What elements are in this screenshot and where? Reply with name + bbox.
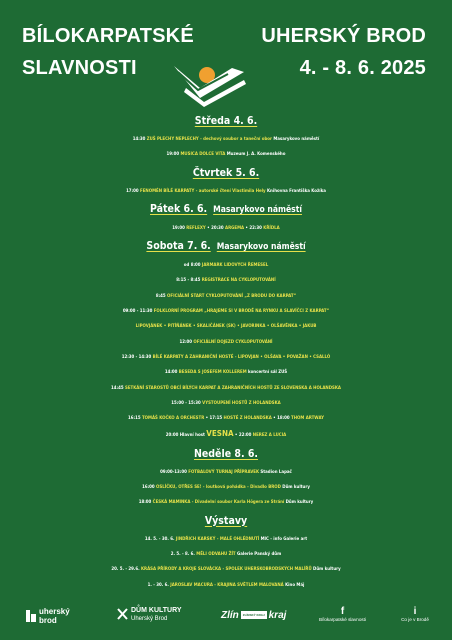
day-heading <box>0 447 452 462</box>
event-title: JARMARK LIDOVÝCH ŘEMESEL <box>201 263 269 269</box>
event-row <box>0 384 452 393</box>
event-title: JAROSLAV MACURA - KRAJINA SVĚTLEM MALOVANÁ <box>170 582 284 588</box>
dum-kultury-logo <box>117 607 182 623</box>
footer-logos <box>0 603 452 633</box>
event-title: OSLÍČKU, OTŘES SE! <box>156 485 202 491</box>
event-time: od 8:00 <box>183 263 202 269</box>
zlinsky-kraj-logo-box: ZLÍNSKÝ KRAJ <box>242 613 265 618</box>
event-title: MĚLI ODVAHU ŽÍT <box>196 551 236 557</box>
event-venue: Dům kultury <box>311 567 341 573</box>
day-heading <box>0 166 452 181</box>
event-venue: • 20:30 <box>205 225 226 231</box>
event-title: VESNA <box>206 429 234 439</box>
event-venue: Masarykovo náměstí <box>273 137 320 142</box>
event-title: REGISTRACE NA CYKLOPUTOVÁNÍ <box>201 278 276 284</box>
event-time: 09:00 - 11:30 <box>122 309 154 315</box>
event-time: 19:00 <box>172 225 187 231</box>
event-row <box>0 338 452 347</box>
event-row <box>0 322 452 331</box>
day-venue: Masarykovo náměstí <box>216 242 306 253</box>
event-time: 2. 5. - 8. 6. <box>170 551 197 557</box>
event-time: 16:15 <box>128 416 142 422</box>
day-heading <box>0 202 452 218</box>
event-row <box>0 399 452 408</box>
event-title: FOTBALOVÝ TURNAJ PŘÍPRAVEK <box>188 469 260 475</box>
event-venue: Kino Máj <box>283 582 305 588</box>
event-row <box>0 292 452 301</box>
event-time: 17:00 <box>126 188 141 194</box>
event-title: OFICIÁLNÍ DOJEZD CYKLOPUTOVÁNÍ <box>193 339 273 345</box>
event-row <box>0 498 452 507</box>
event-row <box>0 150 452 159</box>
day-heading <box>0 514 452 529</box>
event-time: 8:45 <box>155 293 168 299</box>
event-row <box>0 276 452 285</box>
event-venue: MIC - info Galerie art <box>259 536 308 542</box>
day-name: Středa 4. 6. <box>194 115 258 127</box>
event-title: JINDŘICH KARSKÝ - MALÉ OHLÉDNUTÍ <box>175 536 260 542</box>
event-title: FENOMÉN BÍLÉ KARPATY <box>140 188 195 194</box>
event-row <box>0 368 452 377</box>
festival-dates: 4. - 8. 6. 2025 <box>299 57 426 79</box>
event-title: - autorské čtení Vlastimila Hely <box>194 188 267 194</box>
event-title: KŘÍDLA <box>263 225 280 231</box>
info-label: Co je v Brodě <box>401 617 429 622</box>
event-title: LIPOVJÁNEK • PITÍŇÁNEK • SKALIČÁNEK (SK) • JAVORINKA • OLŠAVĚNKA • JAKUB <box>135 324 317 330</box>
event-title: ARGEMA <box>225 225 245 231</box>
event-time: 20:00 Hlavní host <box>165 433 207 439</box>
event-title: HOSTÉ Z HOLANDSKA <box>223 416 272 422</box>
event-row <box>0 307 452 316</box>
event-time: 15:00 - 15:30 <box>171 400 203 406</box>
event-time: 14:45 <box>111 385 125 391</box>
day-heading <box>0 114 452 129</box>
program-list <box>0 114 452 596</box>
facebook-label: Bílokarpatské slavnosti <box>319 617 366 622</box>
event-title: TOMÁŠ KOČKO A ORCHESTR <box>141 416 205 422</box>
facebook-icon: f <box>340 606 345 617</box>
event-row <box>0 135 452 144</box>
dum-kultury-logo-city: Uherský Brod <box>131 616 168 622</box>
event-row <box>0 550 452 559</box>
uhersky-brod-mark-icon <box>26 610 36 622</box>
event-venue: Stadion Lapač <box>259 469 292 475</box>
event-venue: • 18:00 <box>271 416 292 422</box>
event-row <box>0 581 452 590</box>
dum-kultury-mark-icon <box>117 608 128 620</box>
event-venue: • 17:15 <box>204 416 224 422</box>
festival-logo-icon <box>170 58 250 108</box>
event-time: 16:00 <box>142 485 157 491</box>
event-time: 09:00-13:00 <box>160 469 189 475</box>
zlinsky-kraj-logo-b: kraj <box>268 610 287 621</box>
event-time: 18:00 <box>138 500 153 506</box>
facebook-link[interactable] <box>315 607 370 623</box>
uhersky-brod-logo-line1: uherský <box>39 607 70 616</box>
event-venue: Dům kultury <box>285 500 314 506</box>
event-venue: Galerie Panský dům <box>235 551 282 557</box>
event-title: THOM ARTWAY <box>291 416 324 422</box>
event-title: FOLKLORNÍ PROGRAM „HRAJEME SI V BRODĚ NA RYNKU A SLAVÍČCI Z KARPAT“ <box>153 309 330 315</box>
event-row <box>0 187 452 196</box>
event-title: VYSTOUPENÍ HOSTŮ Z HOLANDSKA <box>202 400 281 406</box>
zlinsky-kraj-logo <box>221 610 286 622</box>
day-name: Sobota 7. 6. <box>146 240 211 253</box>
zlinsky-kraj-logo-a: Zlín <box>221 610 239 621</box>
event-time: 20. 5. - 29.6. <box>111 567 141 573</box>
event-time: 12:00 <box>179 339 194 345</box>
festival-city: UHERSKÝ BROD <box>261 25 426 47</box>
event-venue: • 22:00 <box>233 433 253 439</box>
uhersky-brod-logo <box>26 607 70 625</box>
event-title: BESEDA S JOSEFEM KOLLEREM <box>178 370 247 376</box>
event-row <box>0 468 452 477</box>
event-title: REFLEXY <box>186 225 206 231</box>
event-row <box>0 429 452 440</box>
info-link[interactable] <box>398 607 432 623</box>
event-row <box>0 483 452 492</box>
day-venue: Masarykovo náměstí <box>213 204 302 215</box>
event-title: BÍLÉ KARPATY A ZAHRANIČNÍ HOSTÉ - LIPOVJAN • OLŠAVA • POVAŽAN • CSALLÓ <box>152 354 331 360</box>
event-venue: Dům kultury <box>282 485 310 491</box>
event-row <box>0 261 452 270</box>
event-row <box>0 353 452 362</box>
event-time: 14. 5. - 30. 6. <box>144 536 176 542</box>
event-venue: Muzeum J. A. Komenského <box>225 152 286 158</box>
event-time: 14:00 <box>164 370 179 376</box>
day-name: Neděle 8. 6. <box>193 447 259 460</box>
event-title: - loutková pohádka - Divadlo BROD <box>201 485 283 491</box>
uhersky-brod-logo-line2: brod <box>39 616 57 625</box>
event-venue: koncertní sál ZUŠ <box>246 370 288 376</box>
event-title: NEREZ A LUCIA <box>252 433 287 439</box>
event-title: - Divadelní soubor Karla Högera ze Strání <box>190 500 286 506</box>
event-time: 14:30 <box>132 137 147 142</box>
event-time: 12:30 - 14:30 <box>121 354 153 360</box>
day-name: Čtvrtek 5. 6. <box>192 166 260 179</box>
event-title: SETKÁNÍ STAROSTŮ OBCÍ BÍLÝCH KARPAT A ZAHRANIČNÍCH HOSTŮ ZE SLOVENSKA A HOLANDSKA <box>124 385 341 391</box>
event-time: 1. - 30. 6. <box>147 582 171 588</box>
day-name: Pátek 6. 6. <box>150 202 208 215</box>
event-venue: • 22:30 <box>244 225 264 231</box>
event-title: ČESKÁ MAMINKA <box>152 500 191 506</box>
event-title: KRÁSA PŘÍRODY A KROJE SLOVÁCKA - SPOLEK UHERSKOBRODSKÝCH MALÍŘŮ <box>140 567 312 573</box>
event-venue: Knihovna Františka Kožíka <box>267 188 326 194</box>
info-icon: i <box>413 606 417 617</box>
event-title: - dechový soubor a taneční obor <box>198 137 274 142</box>
event-time: 19:00 <box>166 152 181 158</box>
day-name: Výstavy <box>204 514 248 527</box>
dum-kultury-logo-name: DŮM KULTURY <box>131 607 182 614</box>
event-row <box>0 414 452 423</box>
event-title: ZUŠ PLECHY NEPLECHY <box>146 137 199 142</box>
festival-title-line1: BÍLOKARPATSKÉ <box>22 25 194 47</box>
event-title: MUSICA DOLCE VITA <box>180 152 226 158</box>
event-row <box>0 224 452 233</box>
day-heading <box>0 239 452 255</box>
event-title: OFICIÁLNÍ START CYKLOPUTOVÁNÍ „Z BRODU DO KARPAT“ <box>167 293 297 299</box>
event-row <box>0 565 452 574</box>
event-time: 8:15 - 8:45 <box>176 278 202 284</box>
event-row <box>0 535 452 544</box>
festival-title-line2: SLAVNOSTI <box>22 57 137 79</box>
